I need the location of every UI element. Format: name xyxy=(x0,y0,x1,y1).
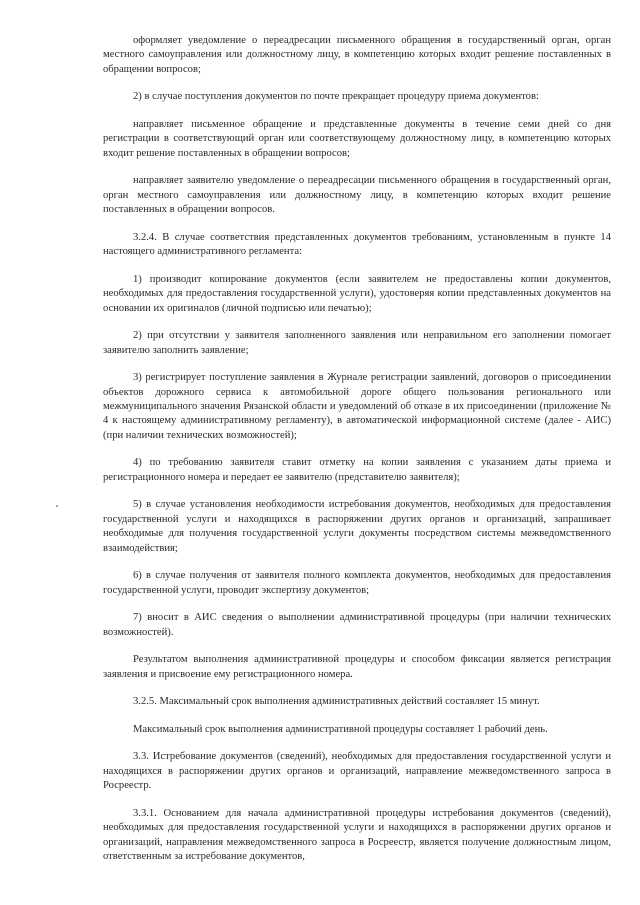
paragraph-redirect-notice: оформляет уведомление о переадресации письменного обращения в государственный орган, орган местного самоуправления или должностному лицу, в компетенцию которых входит решение поставленных в обращении вопросов; xyxy=(103,35,611,75)
paragraph-section-3-2-5: 3.2.5. Максимальный срок выполнения административных действий составляет 15 минут. xyxy=(133,696,540,708)
paragraph-item-2-postal: 2) в случае поступления документов по почте прекращает процедуру приема документов: xyxy=(133,91,539,103)
paragraph-item-7-ais: 7) вносит в АИС сведения о выполнении административной процедуры (при наличии технических возможностей). xyxy=(103,612,611,638)
paragraph-item-6-expertise: 6) в случае получения от заявителя полного комплекта документов, необходимых для предоставления государственной услуги, проводит экспертизу документов; xyxy=(103,570,611,596)
paragraph-section-3-3: 3.3. Истребование документов (сведений), необходимых для предоставления государственной услуги и находящихся в распоряжении других органов и организаций, направление межведомственного запроса в Росреестр. xyxy=(103,751,611,792)
paragraph-notify-applicant: направляет заявителю уведомление о переадресации письменного обращения в государственный орган, орган местного самоуправления или должностному лицу, в компетенцию которых входит решение поставленных в обращении вопросов. xyxy=(103,175,611,216)
paragraph-item-5-request-docs: 5) в случае установления необходимости истребования документов, необходимых для предоставления государственной услуги и находящихся в распоряжении других органов и организаций, запрашивает необходимые для получения государственной услуги документы посредством системы межведомственного взаимодействия; xyxy=(103,499,611,554)
paragraph-max-term: Максимальный срок выполнения административной процедуры составляет 1 рабочий день. xyxy=(133,723,548,735)
scan-artifact-dot xyxy=(56,505,58,507)
paragraph-item-4-mark-copy: 4) по требованию заявителя ставит отметку на копии заявления с указанием даты приема и регистрационного номера и передает ее заявителю (представителю заявителя); xyxy=(103,457,611,483)
document-page xyxy=(103,34,611,878)
paragraph-section-3-2-4: 3.2.4. В случае соответствия представленных документов требованиям, установленным в пункте 14 настоящего административного регламента: xyxy=(103,231,611,258)
paragraph-item-2-help-fill: 2) при отсутствии у заявителя заполненного заявления или неправильном его заполнении помогает заявителю заполнить заявление; xyxy=(103,330,611,356)
paragraph-result: Результатом выполнения административной процедуры и способом фиксации является регистрация заявления и присвоение ему регистрационного номера. xyxy=(103,654,611,680)
paragraph-item-1-copying: 1) производит копирование документов (если заявителем не предоставлены копии документов, необходимых для предоставления государственной услуги), удостоверяя копии представленных документов на основании их оригиналов (личной подписью или печатью); xyxy=(103,273,611,314)
paragraph-forward-appeal: направляет письменное обращение и представленные документы в течение семи дней со дня регистрации в соответствующий орган или соответствующему должностному лицу, в компетенцию которых входит решение поставленных в обращении вопросов; xyxy=(103,119,611,159)
paragraph-item-3-register: 3) регистрирует поступление заявления в Журнале регистрации заявлений, договоров о присоединении объектов дорожного сервиса к автомобильной дороге общего пользования регионального или межмуниципального значения Рязанской области и уведомлений об отказе в их присоединении (приложение № 4 к настоящему административному регламенту), в автоматической информационной системе (далее - АИС) (при наличии технических возможностей); xyxy=(103,372,611,441)
paragraph-section-3-3-1: 3.3.1. Основанием для начала административной процедуры истребования документов (сведений), необходимых для предоставления государственной услуги и находящихся в распоряжении других органов и организаций, направления межведомственного запроса в Росреестр, является получение должностным лицом, ответственным за истребование документов, xyxy=(103,807,611,863)
